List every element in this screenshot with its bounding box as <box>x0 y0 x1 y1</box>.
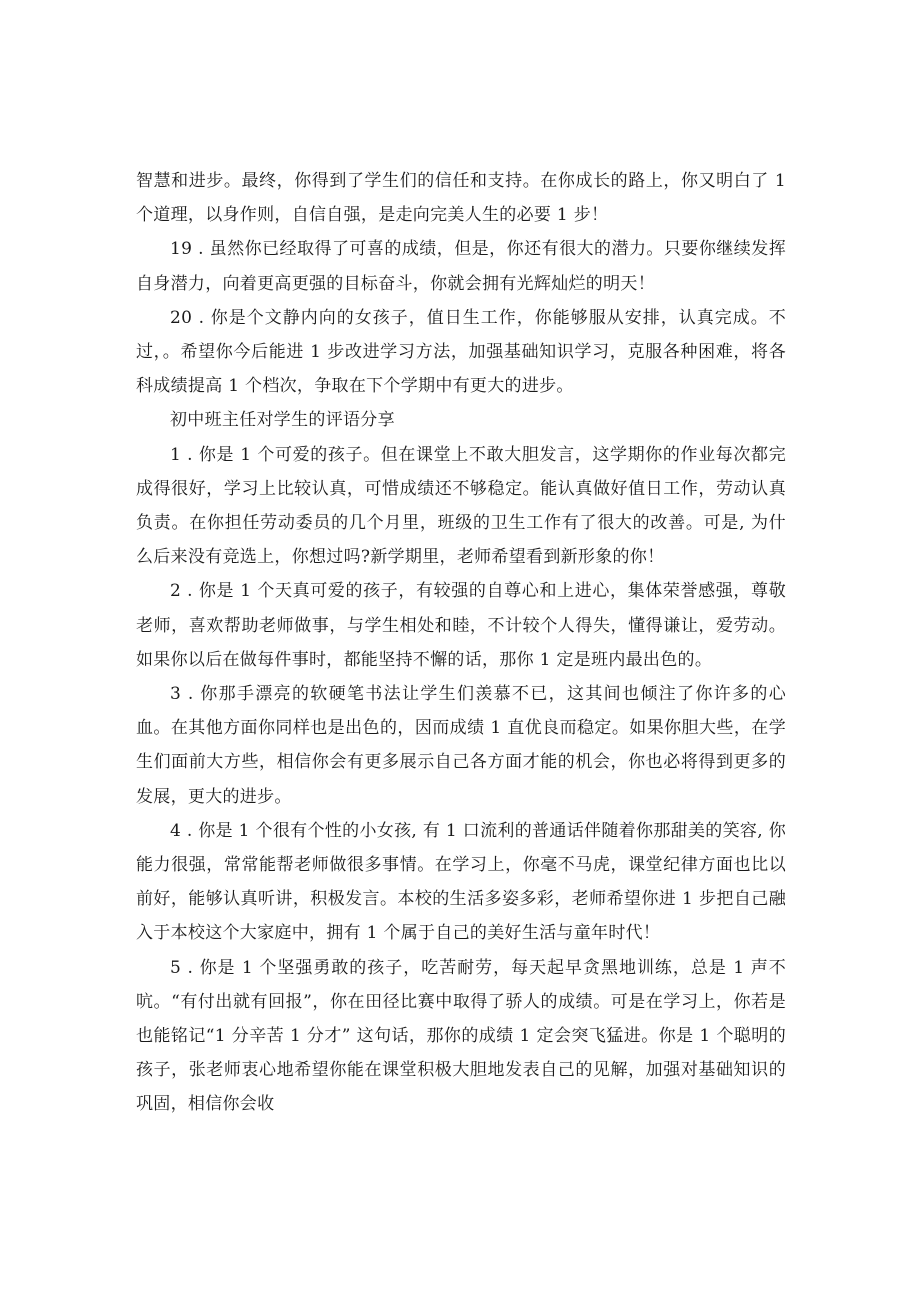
paragraph-item-4: 4 . 你是 1 个很有个性的小女孩, 有 1 口流利的普通话伴随着你那甜美的笑容, 你能力很强，常常能帮老师做很多事情。在学习上，你毫不马虎，课堂纪律方面也比以前好，能够认真听讲，积极发言。本校的生活多姿多彩，老师希望你进 1 步把自己融入于本校这个大家庭中，拥有 1 个属于自己的美好生活与童年时代！ <box>136 820 786 944</box>
document-body <box>136 164 786 1122</box>
paragraph-continuation: 智慧和进步。最终，你得到了学生们的信任和支持。在你成长的路上，你又明白了 1 个道理，以身作则，自信自强，是走向完美人生的必要 1 步！ <box>136 171 786 226</box>
section-heading: 初中班主任对学生的评语分享 <box>170 410 395 431</box>
paragraph-item-3: 3 . 你那手漂亮的软硬笔书法让学生们羡慕不已，这其间也倾注了你许多的心血。在其他方面你同样也是出色的，因而成绩 1 直优良而稳定。如果你胆大些，在学生们面前大方些，相信你会有更多展示自己各方面才能的机会，你也必将得到更多的发展，更大的进步。 <box>136 684 786 807</box>
paragraph-item-1: 1 . 你是 1 个可爱的孩子。但在课堂上不敢大胆发言，这学期你的作业每次都完成得很好，学习上比较认真，可惜成绩还不够稳定。能认真做好值日工作，劳动认真负责。在你担任劳动委员的几个月里，班级的卫生工作有了很大的改善。可是, 为什么后来没有竞选上，你想过吗?新学期里，老师希望看到新形象的你！ <box>136 444 786 568</box>
paragraph-item-2: 2 . 你是 1 个天真可爱的孩子，有较强的自尊心和上进心，集体荣誉感强，尊敬老师，喜欢帮助老师做事，与学生相处和睦，不计较个人得失，懂得谦让，爱劳动。如果你以后在做每件事时，都能坚持不懈的话，那你 1 定是班内最出色的。 <box>136 581 786 670</box>
paragraph-item-20: 20 . 你是个文静内向的女孩子，值日生工作，你能够服从安排，认真完成。不过，。希望你今后能进 1 步改进学习方法，加强基础知识学习，克服各种困难，将各科成绩提高 1 个档次，争取在下个学期中有更大的进步。 <box>136 307 786 397</box>
paragraph-item-5: 5 . 你是 1 个坚强勇敢的孩子，吃苦耐劳，每天起早贪黑地训练，总是 1 声不吭。“有付出就有回报”，你在田径比赛中取得了骄人的成绩。可是在学习上，你若是也能铭记“1 分辛苦 1 分才” 这句话，那你的成绩 1 定会突飞猛进。你是 1 个聪明的孩子，张老师衷心地希望你能在课堂积极大胆地发表自己的见解，加强对基础知识的巩固，相信你会收 <box>136 957 786 1115</box>
paragraph-item-19: 19 . 虽然你已经取得了可喜的成绩，但是，你还有很大的潜力。只要你继续发挥自身潜力，向着更高更强的目标奋斗，你就会拥有光辉灿烂的明天！ <box>136 239 786 294</box>
